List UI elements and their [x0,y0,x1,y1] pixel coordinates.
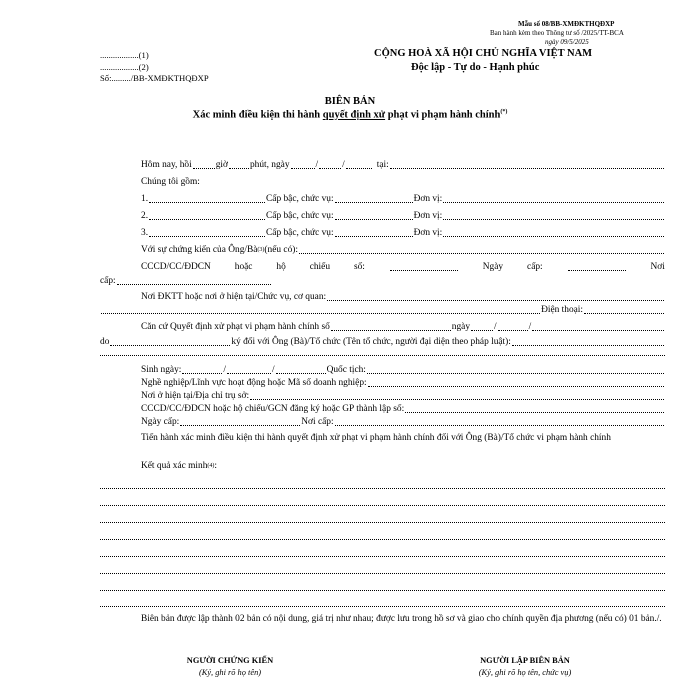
subtitle-underlined: quyết định xử [322,109,386,121]
phone-field[interactable] [584,312,664,314]
subtitle-part-2: phạt vi phạm hành chính [385,109,501,121]
dob-year-field[interactable] [276,372,326,374]
do-line [100,337,665,348]
pursuant-line: Căn cứ Quyết định xử phạt vi phạm hành chính số ngày / / [141,322,665,333]
issue-date-field[interactable] [180,424,300,426]
unit-field[interactable] [443,201,664,203]
id-line-2 [100,276,272,287]
place-field[interactable] [390,167,664,169]
rank-field[interactable] [335,201,413,203]
form-code: Mẫu số 08/BB-XMĐKTHQĐXP [518,20,615,28]
issue-date-label: Ngày cấp: [141,417,180,427]
result-blank-line[interactable] [100,488,665,489]
issue-place-label: Nơi cấp: [301,417,334,427]
minute-field[interactable] [229,167,249,169]
decision-month-field[interactable] [498,329,528,331]
national-motto: Độc lập - Tự do - Hạnh phúc [411,62,540,73]
phone-label: Điện thoại: [541,305,583,315]
witness-line [141,245,665,256]
id-place-label: Nơi [650,262,665,272]
rank-field[interactable] [335,218,413,220]
occupation-field[interactable] [368,385,664,387]
issue-place-field[interactable] [335,424,664,426]
result-blank-line[interactable] [100,505,665,506]
result-line: Kết quả xác minh (4) : [141,461,217,471]
month-field[interactable] [319,167,341,169]
member-name-field[interactable] [149,235,265,237]
issued-by: Ban hành kèm theo Thông tư số /2025/TT-BCA [490,29,624,37]
id-business-label: CCCD/CC/ĐDCN hoặc hộ chiếu/GCN đăng ký hoặc GP thành lập số: [141,404,405,414]
signed-for-label: ký đối với Ông (Bà)/Tổ chức (Tên tổ chức, người đại diện theo pháp luật): [231,337,511,347]
member-name-field[interactable] [149,218,265,220]
signer-field[interactable] [110,344,230,346]
page-title: BIÊN BẢN [324,96,376,107]
witness-signature-title: NGƯỜI CHỨNG KIẾN [186,656,274,665]
unit-label: Đơn vị: [413,194,443,204]
result-note: (4) [207,463,215,469]
member-row [141,228,665,239]
decision-year-field[interactable] [532,329,664,331]
result-blank-line[interactable] [100,522,665,523]
subtitle-note: (*) [500,109,508,115]
id-label-b: hoặc [234,262,253,272]
slash-2: / [342,160,345,170]
address-line [141,391,665,402]
unit-label: Đơn vị: [413,211,443,221]
id-date-label: Ngày [482,262,504,272]
id-date-field[interactable] [568,269,626,271]
slash-1: / [315,160,319,170]
address-field[interactable] [250,398,664,400]
proceed-text: Tiến hành xác minh điều kiện thi hành quyết định xử phạt vi phạm hành chính đối với Ông (Bà)/Tổ chức vi phạm hành chính [141,433,611,443]
agency-line-1: ..................(1) [100,50,149,60]
id-number-label: số: [353,262,365,272]
member-number: 1. [141,194,149,204]
nationality-label: Quốc tịch: [326,365,366,375]
id-line [141,262,665,273]
issued-date: ngày 09/5/2025 [545,38,589,46]
we-include: Chúng tôi gồm: [141,177,200,187]
rank-field[interactable] [335,235,413,237]
dob-month-field[interactable] [227,372,271,374]
member-row [141,211,665,222]
subtitle-part-1: Xác minh điều kiện thi hành [192,109,323,121]
do-label: do [100,337,110,347]
residence-field[interactable] [327,299,664,301]
blank-line[interactable] [100,355,665,356]
proceed-paragraph [100,432,665,444]
dob-label: Sinh ngày: [141,365,182,375]
id-place-label-2: cấp: [100,276,116,286]
dob-day-field[interactable] [182,372,222,374]
day-field[interactable] [291,167,315,169]
address-label: Nơi ở hiện tại/Địa chỉ trụ sở: [141,391,250,401]
id-business-field[interactable] [405,411,664,413]
unit-field[interactable] [443,218,664,220]
residence-field-cont[interactable] [101,312,540,314]
phone-line [100,305,665,316]
rank-label: Cấp bậc, chức vụ: [266,228,334,238]
witness-label: Với sự chứng kiến của Ông/Bà [141,245,258,255]
residence-line [141,292,665,303]
decision-number-field[interactable] [331,329,451,331]
signed-for-field[interactable] [512,344,664,346]
year-field[interactable] [346,167,372,169]
nationality-field[interactable] [367,372,664,374]
member-number: 3. [141,228,149,238]
result-label: Kết quả xác minh [141,461,208,471]
document-number: Số:........./BB-XMĐKTHQĐXP [100,73,209,83]
decision-day-field[interactable] [471,329,493,331]
hour-label: giờ [215,160,228,170]
agency-line-2: ..................(2) [100,62,149,72]
result-blank-line[interactable] [100,606,665,607]
residence-label: Nơi ĐKTT hoặc nơi ở hiện tại/Chức vụ, cơ quan: [141,292,327,302]
occupation-line [141,378,665,389]
witness-field[interactable] [299,252,664,254]
issue-line [141,417,665,428]
recorder-signature-note: (Ký, ghi rõ họ tên, chức vụ) [478,668,572,677]
witness-signature-note: (Ký, ghi rõ họ tên) [198,668,262,677]
id-place-field[interactable] [117,283,271,285]
occupation-label: Nghề nghiệp/Lĩnh vực hoạt động hoặc Mã số doanh nghiệp: [141,378,367,388]
member-number: 2. [141,211,149,221]
dob-line: Sinh ngày: / / Quốc tịch: [141,365,665,376]
result-blank-line[interactable] [100,539,665,540]
closing-paragraph: Biên bản được lập thành 02 bản có nội dung, giá trị như nhau; được lưu trong hồ sơ và giao cho chính quyền địa phương (nếu có) 01 bản./. [141,614,662,624]
unit-field[interactable] [443,235,664,237]
unit-label: Đơn vị: [413,228,443,238]
witness-tail: (nếu có): [264,245,298,255]
rank-label: Cấp bậc, chức vụ: [266,211,334,221]
member-name-field[interactable] [149,201,265,203]
page-subtitle [0,109,700,121]
date-label: Hôm nay, hồi [141,160,192,170]
result-blank-line[interactable] [100,556,665,557]
id-business-line [141,404,665,415]
pursuant-label: Căn cứ Quyết định xử phạt vi phạm hành chính số [141,322,330,332]
result-blank-line[interactable] [100,590,665,591]
witness-note: (3) [257,247,265,253]
id-date-label-2: cấp: [527,262,543,272]
member-row [141,194,665,205]
country-name: CỘNG HOÀ XÃ HỘI CHỦ NGHĨA VIỆT NAM [374,48,593,59]
place-label: tại: [376,160,389,170]
id-label-a: CCCD/CC/ĐDCN [141,262,211,272]
rank-label: Cấp bậc, chức vụ: [266,194,334,204]
minute-day-label: phút, ngày [249,160,290,170]
id-label-d: chiếu [309,262,331,272]
result-blank-line[interactable] [100,573,665,574]
hour-field[interactable] [193,167,215,169]
date-line [141,160,665,171]
id-number-field[interactable] [390,269,458,271]
id-label-c: hộ [276,262,286,272]
decision-day-label: ngày [451,322,471,332]
recorder-signature-title: NGƯỜI LẬP BIÊN BẢN [480,656,570,665]
